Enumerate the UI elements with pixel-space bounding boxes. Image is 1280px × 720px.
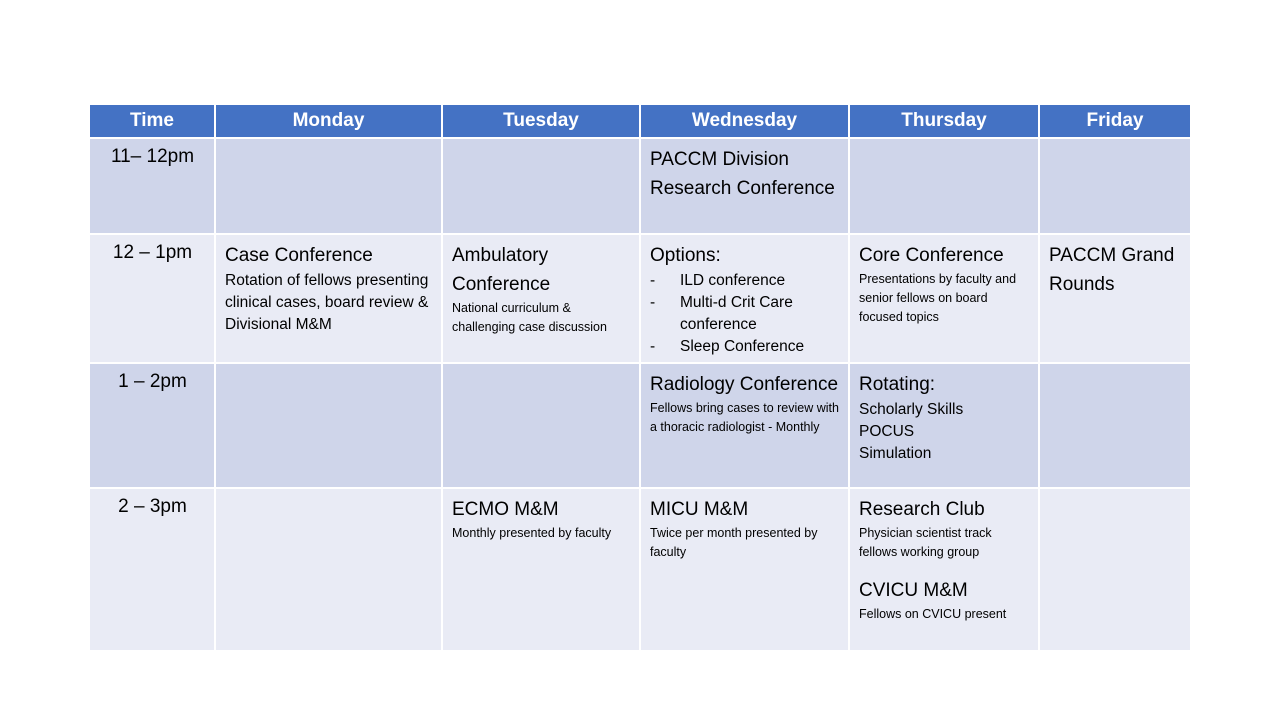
schedule-cell-friday (1039, 363, 1191, 488)
schedule-cell-monday (215, 138, 442, 234)
event-title: Research Club (859, 499, 985, 520)
option-bullet-item (650, 292, 840, 336)
header-tuesday: Tuesday (442, 104, 640, 138)
schedule-cell-monday (215, 488, 442, 651)
schedule-body (89, 138, 1191, 651)
schedule-cell-tuesday (442, 488, 640, 651)
header-thursday: Thursday (849, 104, 1039, 138)
event-title: Radiology Conference (650, 374, 839, 395)
event-title: Core Conference (859, 245, 1004, 266)
option-bullet-item (650, 336, 840, 358)
schedule-row (89, 363, 1191, 488)
event-description: Scholarly Skills (859, 401, 964, 418)
schedule-cell-friday (1039, 488, 1191, 651)
event-title: Rotating: (859, 374, 936, 395)
schedule-cell-thursday (849, 363, 1039, 488)
schedule-cell-tuesday (442, 234, 640, 363)
schedule-cell-friday (1039, 138, 1191, 234)
event-description: National curriculum & challenging case discussion (452, 301, 607, 334)
schedule-cell-monday (215, 363, 442, 488)
schedule-cell-friday (1039, 234, 1191, 363)
header-monday: Monday (215, 104, 442, 138)
event-description: Presentations by faculty and senior fellows on board focused topics (859, 272, 1017, 324)
event-description: POCUS (859, 423, 915, 440)
time-slot: 11– 12pm (89, 138, 215, 234)
schedule-cell-wednesday (640, 138, 849, 234)
schedule-cell-thursday (849, 234, 1039, 363)
header-time: Time (89, 104, 215, 138)
event-description: Physician scientist track fellows working group (859, 526, 992, 559)
event-title: Ambulatory Conference (452, 245, 551, 295)
time-slot: 1 – 2pm (89, 363, 215, 488)
schedule-row (89, 138, 1191, 234)
dash-bullet-icon: - (650, 272, 656, 289)
time-slot: 2 – 3pm (89, 488, 215, 651)
event-title: MICU M&M (650, 499, 749, 520)
bullet-text: Sleep Conference (680, 338, 805, 355)
header-friday: Friday (1039, 104, 1191, 138)
weekly-conference-schedule-table (88, 103, 1192, 652)
dash-bullet-icon: - (650, 294, 656, 311)
event-description: Fellows bring cases to review with a thoracic radiologist - Monthly (650, 401, 839, 434)
schedule-cell-tuesday (442, 138, 640, 234)
schedule-cell-wednesday (640, 488, 849, 651)
event-title: PACCM Division Research Conference (650, 149, 835, 199)
schedule-cell-monday (215, 234, 442, 363)
bullet-text: ILD conference (680, 272, 786, 289)
schedule-row (89, 234, 1191, 363)
event-title: CVICU M&M (859, 580, 968, 601)
schedule-cell-thursday (849, 488, 1039, 651)
event-description: Simulation (859, 445, 932, 462)
event-description: Fellows on CVICU present (859, 607, 1007, 621)
spacer (859, 562, 1030, 576)
header-wednesday: Wednesday (640, 104, 849, 138)
schedule-cell-tuesday (442, 363, 640, 488)
event-description: Twice per month presented by faculty (650, 526, 818, 559)
time-slot: 12 – 1pm (89, 234, 215, 363)
bullet-text: Multi-d Crit Care conference (680, 294, 793, 333)
schedule-cell-wednesday (640, 234, 849, 363)
event-title: PACCM Grand Rounds (1049, 245, 1175, 295)
event-title: Options: (650, 245, 721, 266)
event-title: Case Conference (225, 245, 373, 266)
event-description: Rotation of fellows presenting clinical cases, board review & Divisional M&M (225, 272, 429, 333)
schedule-row (89, 488, 1191, 651)
header-row (89, 104, 1191, 138)
schedule-cell-thursday (849, 138, 1039, 234)
option-bullet-item (650, 270, 840, 292)
event-description: Monthly presented by faculty (452, 526, 612, 540)
dash-bullet-icon: - (650, 338, 656, 355)
event-title: ECMO M&M (452, 499, 559, 520)
schedule-cell-wednesday (640, 363, 849, 488)
